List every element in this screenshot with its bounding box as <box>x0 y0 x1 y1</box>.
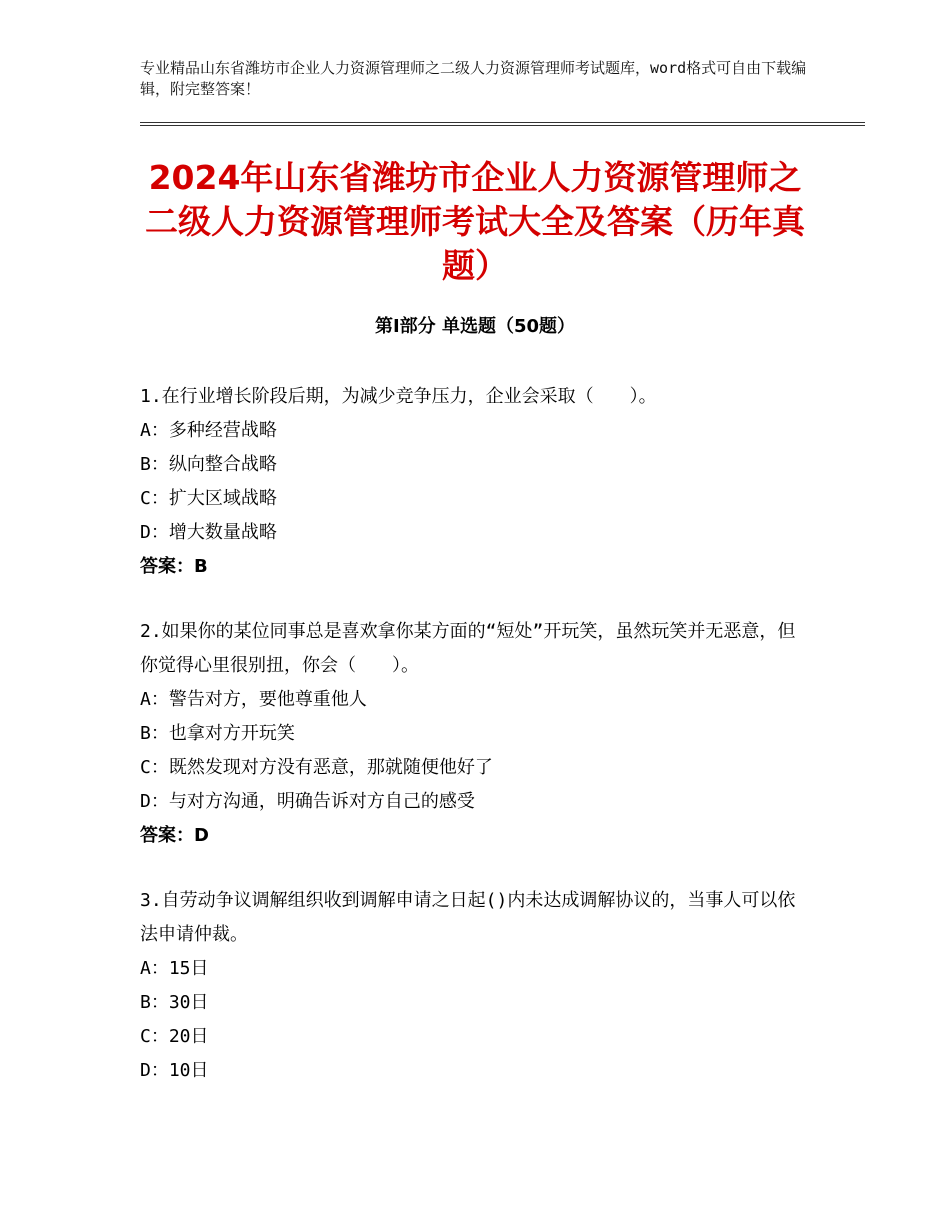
question-stem: 2.如果你的某位同事总是喜欢拿你某方面的“短处”开玩笑，虽然玩笑并无恶意，但你觉得心里很别扭，你会（ ）。 <box>140 621 796 676</box>
header-note: 专业精品山东省潍坊市企业人力资源管理师之二级人力资源管理师考试题库，word格式可自由下载编辑，附完整答案！ <box>140 59 807 98</box>
question-stem: 3.自劳动争议调解组织收到调解申请之日起()内未达成调解协议的，当事人可以依法申请仲裁。 <box>140 890 796 945</box>
question-stem: 1.在行业增长阶段后期，为减少竞争压力，企业会采取（ ）。 <box>140 386 657 407</box>
header-divider <box>140 122 865 123</box>
option-b: B：纵向整合战略 <box>140 454 277 475</box>
option-a: A：警告对方，要他尊重他人 <box>140 689 367 710</box>
section-heading: 第Ⅰ部分 单选题（50题） <box>374 316 575 337</box>
option-a: A：15日 <box>140 958 209 979</box>
option-b: B：也拿对方开玩笑 <box>140 723 295 744</box>
question-list <box>140 380 810 1119</box>
option-a: A：多种经营战略 <box>140 420 277 441</box>
option-d: D：增大数量战略 <box>140 522 277 543</box>
option-c: C：既然发现对方没有恶意，那就随便他好了 <box>140 757 493 778</box>
question-2 <box>140 615 810 853</box>
option-c: C：扩大区域战略 <box>140 488 277 509</box>
question-1 <box>140 380 810 584</box>
header-divider-secondary <box>140 125 865 126</box>
answer: 答案：D <box>140 825 209 846</box>
question-3 <box>140 884 810 1088</box>
option-d: D：10日 <box>140 1060 209 1081</box>
answer: 答案：B <box>140 556 208 577</box>
option-d: D：与对方沟通，明确告诉对方自己的感受 <box>140 791 475 812</box>
document-title: 2024年山东省潍坊市企业人力资源管理师之二级人力资源管理师考试大全及答案（历年真题） <box>145 158 805 285</box>
option-c: C：20日 <box>140 1026 209 1047</box>
option-b: B：30日 <box>140 992 209 1013</box>
